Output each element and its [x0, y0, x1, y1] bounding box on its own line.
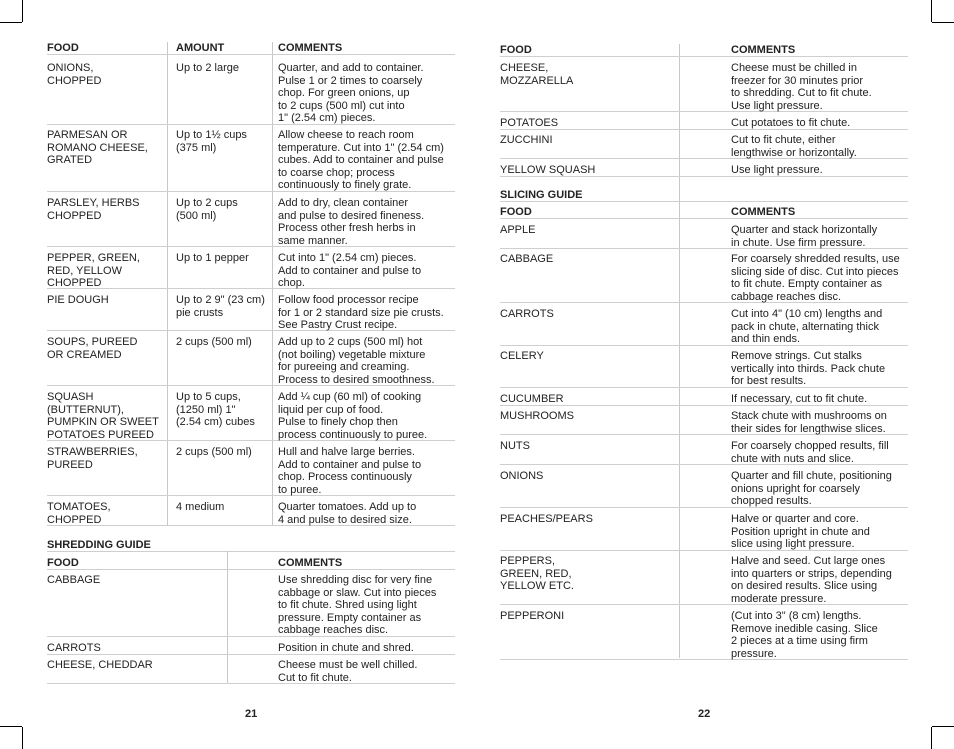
- amount-cell: 2 cups (500 ml): [176, 336, 252, 348]
- comments-cell: Remove strings. Cut stalks vertically into thirds. Pack chute for best results.: [731, 350, 886, 388]
- amount-cell: Up to 2 9" (23 cm) pie crusts: [176, 294, 265, 319]
- food-cell: SOUPS, PUREED OR CREAMED: [47, 336, 138, 361]
- comments-cell: (Cut into 3" (8 cm) lengths. Remove inedible casing. Slice 2 pieces at a time using firm pressure.: [731, 610, 878, 660]
- crop-mark: [931, 0, 932, 22]
- table-row: [500, 253, 908, 303]
- table-row: [47, 501, 455, 526]
- food-cell: APPLE: [500, 224, 536, 236]
- comments-cell: Cut to fit chute, either lengthwise or horizontally.: [731, 134, 857, 159]
- amount-cell: Up to 1 pepper: [176, 252, 249, 264]
- comments-cell: If necessary, cut to fit chute.: [731, 393, 868, 405]
- table-row: [47, 336, 455, 386]
- header-comments: COMMENTS: [731, 206, 796, 218]
- food-cell: STRAWBERRIES, PUREED: [47, 446, 138, 471]
- comments-cell: Cut potatoes to fit chute.: [731, 117, 851, 129]
- comments-cell: Quarter, and add to container. Pulse 1 or 2 times to coarsely chop. For green onions, up to 2 cups (500 ml) cut into 1" (2.54 cm) pieces.: [278, 62, 424, 125]
- crop-mark: [0, 726, 22, 727]
- table-row: [500, 224, 908, 249]
- table-row: [500, 350, 908, 388]
- header-food: FOOD: [500, 206, 532, 218]
- amount-cell: Up to 2 cups (500 ml): [176, 197, 238, 222]
- comments-cell: Use shredding disc for very fine cabbage or slaw. Cut into pieces to fit chute. Shred using light pressure. Empty container as cabbage reaches disc.: [278, 574, 437, 637]
- table-row: [500, 134, 908, 159]
- page-number: 21: [245, 708, 258, 720]
- comments-cell: Add to dry, clean container and pulse to desired fineness. Process other fresh herbs in same manner.: [278, 197, 425, 247]
- table-row: [47, 294, 455, 331]
- section-title-row: [500, 189, 908, 202]
- food-cell: SQUASH (BUTTERNUT), PUMPKIN OR SWEET POTATOES PUREED: [47, 391, 159, 441]
- food-cell: PEACHES/PEARS: [500, 513, 593, 525]
- shredding-guide-title: SHREDDING GUIDE: [47, 539, 151, 551]
- shredding-table-left: [47, 551, 455, 683]
- crop-mark: [22, 0, 23, 22]
- comments-cell: Allow cheese to reach room temperature. Cut into 1" (2.54 cm) cubes. Add to container and pulse to coarse chop; process continuously to finely grate.: [278, 129, 444, 192]
- table-row: [47, 129, 455, 192]
- table-header-row: [47, 42, 455, 55]
- header-comments: COMMENTS: [278, 42, 343, 54]
- chopping-table: [47, 42, 455, 526]
- table-header-row: [500, 206, 908, 219]
- food-cell: POTATOES: [500, 117, 559, 129]
- amount-cell: 4 medium: [176, 501, 225, 513]
- food-cell: PARSLEY, HERBS CHOPPED: [47, 197, 140, 222]
- table-row: [47, 642, 455, 655]
- comments-cell: Add ¼ cup (60 ml) of cooking liquid per cup of food. Pulse to finely chop then process continuously to puree.: [278, 391, 428, 441]
- comments-cell: Stack chute with mushrooms on their sides for lengthwise slices.: [731, 410, 887, 435]
- comments-cell: Halve and seed. Cut large ones into quarters or strips, depending on desired results. Slice using moderate pressure.: [731, 555, 892, 605]
- comments-cell: Cheese must be well chilled. Cut to fit chute.: [278, 659, 418, 684]
- comments-cell: Quarter tomatoes. Add up to 4 and pulse to desired size.: [278, 501, 417, 526]
- comments-cell: Position in chute and shred.: [278, 642, 414, 654]
- header-comments: COMMENTS: [731, 44, 796, 56]
- food-cell: MUSHROOMS: [500, 410, 574, 422]
- amount-cell: 2 cups (500 ml): [176, 446, 252, 458]
- food-cell: ZUCCHINI: [500, 134, 553, 146]
- comments-cell: Halve or quarter and core. Position upright in chute and slice using light pressure.: [731, 513, 870, 551]
- table-row: [500, 117, 908, 130]
- food-cell: CELERY: [500, 350, 544, 362]
- table-row: [47, 391, 455, 441]
- header-comments: COMMENTS: [278, 557, 343, 569]
- table-row: [500, 393, 908, 406]
- shredding-table-right: [500, 44, 908, 184]
- table-row: [47, 446, 455, 496]
- table-row: [500, 308, 908, 346]
- food-cell: PEPPER, GREEN, RED, YELLOW CHOPPED: [47, 252, 140, 290]
- table-row: [500, 470, 908, 508]
- header-food: FOOD: [47, 42, 79, 54]
- crop-mark: [22, 727, 23, 749]
- food-cell: CUCUMBER: [500, 393, 564, 405]
- table-row: [500, 62, 908, 112]
- amount-cell: Up to 2 large: [176, 62, 239, 74]
- header-food: FOOD: [47, 557, 79, 569]
- food-cell: PIE DOUGH: [47, 294, 109, 306]
- comments-cell: Hull and halve large berries. Add to container and pulse to chop. Process continuously to puree.: [278, 446, 422, 496]
- header-amount: AMOUNT: [176, 42, 225, 54]
- comments-cell: Cheese must be chilled in freezer for 30 minutes prior to shredding. Cut to fit chute. Use light pressure.: [731, 62, 872, 112]
- header-food: FOOD: [500, 44, 532, 56]
- food-cell: NUTS: [500, 440, 530, 452]
- comments-cell: Quarter and stack horizontally in chute. Use firm pressure.: [731, 224, 878, 249]
- food-cell: CABBAGE: [500, 253, 554, 265]
- table-row: [500, 440, 908, 465]
- comments-cell: For coarsely shredded results, use slicing side of disc. Cut into pieces to fit chute. Empty container as cabbage reaches disc.: [731, 253, 900, 303]
- comments-cell: Use light pressure.: [731, 164, 823, 176]
- food-cell: YELLOW SQUASH: [500, 164, 596, 176]
- comments-cell: Follow food processor recipe for 1 or 2 standard size pie crusts. See Pastry Crust recipe.: [278, 294, 444, 332]
- table-header-row: [47, 557, 455, 570]
- food-cell: PARMESAN OR ROMANO CHEESE, GRATED: [47, 129, 148, 167]
- table-row: [47, 659, 455, 684]
- table-row: [500, 410, 908, 435]
- table-row: [47, 197, 455, 247]
- food-cell: CARROTS: [500, 308, 554, 320]
- slicing-guide-title: SLICING GUIDE: [500, 189, 583, 201]
- table-row: [500, 555, 908, 605]
- food-cell: TOMATOES, CHOPPED: [47, 501, 111, 526]
- table-row: [47, 62, 455, 125]
- table-header-row: [500, 44, 908, 57]
- crop-mark: [932, 22, 954, 23]
- table-row: [500, 164, 908, 177]
- comments-cell: Cut into 4" (10 cm) lengths and pack in chute, alternating thick and thin ends.: [731, 308, 883, 346]
- amount-cell: Up to 1½ cups (375 ml): [176, 129, 247, 154]
- slicing-guide: [500, 189, 908, 659]
- crop-mark: [931, 727, 932, 749]
- table-row: [500, 513, 908, 551]
- table-row: [500, 610, 908, 660]
- comments-cell: Add up to 2 cups (500 ml) hot (not boiling) vegetable mixture for pureeing and creaming. Process to desired smoothness.: [278, 336, 435, 386]
- food-cell: CHEESE, MOZZARELLA: [500, 62, 574, 87]
- table-row: [47, 252, 455, 289]
- food-cell: PEPPERS, GREEN, RED, YELLOW ETC.: [500, 555, 574, 593]
- food-cell: ONIONS, CHOPPED: [47, 62, 102, 87]
- comments-cell: Quarter and fill chute, positioning onions upright for coarsely chopped results.: [731, 470, 892, 508]
- food-cell: ONIONS: [500, 470, 544, 482]
- page-number: 22: [698, 708, 711, 720]
- crop-mark: [0, 22, 22, 23]
- food-cell: CHEESE, CHEDDAR: [47, 659, 153, 671]
- food-cell: CARROTS: [47, 642, 101, 654]
- comments-cell: Cut into 1" (2.54 cm) pieces. Add to container and pulse to chop.: [278, 252, 422, 290]
- food-cell: PEPPERONI: [500, 610, 565, 622]
- food-cell: CABBAGE: [47, 574, 101, 586]
- crop-mark: [932, 726, 954, 727]
- table-row: [47, 574, 455, 637]
- comments-cell: For coarsely chopped results, fill chute with nuts and slice.: [731, 440, 889, 465]
- amount-cell: Up to 5 cups, (1250 ml) 1" (2.54 cm) cubes: [176, 391, 255, 429]
